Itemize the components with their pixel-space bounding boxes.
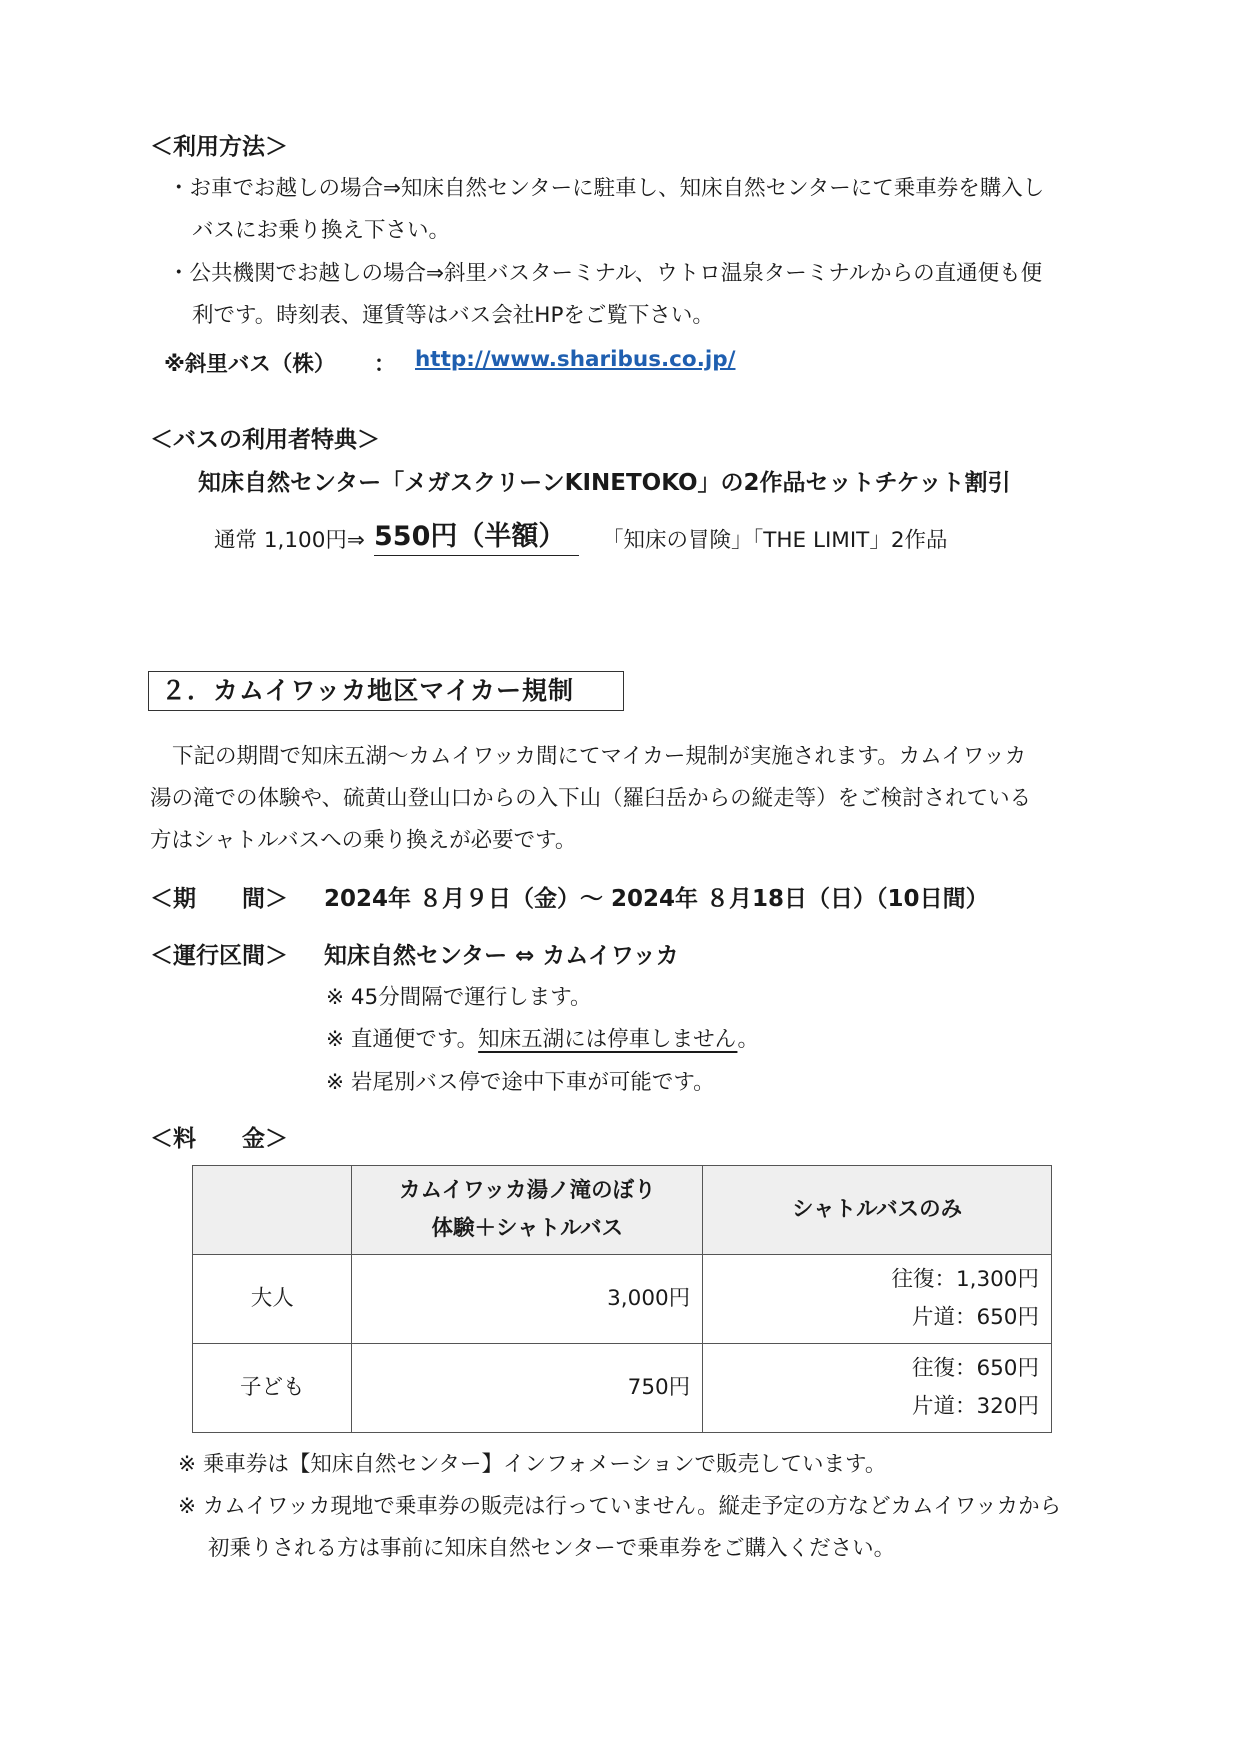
section2-intro-line1: 下記の期間で知床五湖〜カムイワッカ間にてマイカー規制が実施されます。カムイワッカ (172, 744, 1027, 769)
fee-header-bus-only: シャトルバスのみ (703, 1166, 1052, 1255)
footnote-no-onsite-line1: ※ カムイワッカ現地で乗車券の販売は行っていません。縦走予定の方などカムイワッカから (178, 1494, 1062, 1519)
route-note-direct (326, 1022, 759, 1053)
fee-combo-price: 750円 (352, 1344, 703, 1433)
route-note-stopover: ※ 岩尾別バス停で途中下車が可能です。 (326, 1070, 715, 1095)
route-note-direct-suffix: 。 (737, 1027, 759, 1052)
usage-heading: ＜利用方法＞ (150, 134, 288, 160)
footnote-no-onsite-line2: 初乗りされる方は事前に知床自然センターで乗車券をご購入ください。 (208, 1536, 896, 1561)
route-note-no-stop: 知床五湖には停車しません (478, 1027, 738, 1052)
fee-round-trip: 往復：650円 (911, 1356, 1039, 1381)
section2-title: ２．カムイワッカ地区マイカー規制 (148, 671, 624, 711)
fee-header-combo (352, 1166, 703, 1255)
usage-item-public-line2: 利です。時刻表、運賃等はバス会社HPをご覧下さい。 (192, 303, 714, 328)
usage-item-car-line2: バスにお乗り換え下さい。 (192, 218, 451, 243)
table-row (193, 1255, 1052, 1344)
fee-round-trip: 往復：1,300円 (891, 1267, 1039, 1292)
fee-header-combo-line1: カムイワッカ湯ノ滝のぼり (399, 1178, 656, 1203)
table-row (193, 1344, 1052, 1433)
section2-intro-line3: 方はシャトルバスへの乗り換えが必要です。 (150, 828, 577, 853)
bus-company-label: ※斜里バス（株） (164, 352, 336, 377)
route-note-direct-prefix: ※ 直通便です。 (326, 1027, 479, 1052)
route-value: 知床自然センター ⇔ カムイワッカ (324, 943, 679, 969)
usage-item-public-line1: ・公共機関でお越しの場合⇒斜里バスターミナル、ウトロ温泉ターミナルからの直通便も便 (168, 261, 1043, 286)
fee-combo-price: 3,000円 (352, 1255, 703, 1344)
fee-header-combo-line2: 体験＋シャトルバス (431, 1216, 624, 1241)
fee-bus-prices (703, 1255, 1052, 1344)
bus-company-link[interactable]: http://www.sharibus.co.jp/ (415, 347, 736, 372)
benefit-regular-price: 通常 1,100円⇒ (214, 528, 365, 553)
usage-item-car-line1: ・お車でお越しの場合⇒知床自然センターに駐車し、知床自然センターにて乗車券を購入し (168, 176, 1045, 201)
period-value: 2024年 ８月９日（金）〜 2024年 ８月18日（日）（10日間） (324, 886, 989, 912)
period-label: ＜期 間＞ (150, 886, 288, 912)
footnote-ticket-sales: ※ 乗車券は【知床自然センター】インフォメーションで販売しています。 (178, 1452, 887, 1477)
fee-bus-prices (703, 1344, 1052, 1433)
benefit-title: 知床自然センター「メガスクリーンKINETOKO」の2作品セットチケット割引 (198, 470, 1011, 496)
route-note-interval: ※ 45分間隔で運行します。 (326, 985, 592, 1010)
fee-one-way: 片道：650円 (911, 1305, 1039, 1330)
fee-label: ＜料 金＞ (150, 1126, 288, 1152)
fee-header-empty (193, 1166, 352, 1255)
benefit-heading: ＜バスの利用者特典＞ (150, 427, 380, 453)
benefit-discount-price: 550円（半額） (374, 514, 579, 556)
fee-row-label: 子ども (193, 1344, 352, 1433)
fee-table-header (193, 1166, 1052, 1255)
fee-table (192, 1165, 1052, 1433)
bus-company-colon: ： (374, 352, 396, 377)
benefit-works: 「知床の冒険」「THE LIMIT」2作品 (602, 528, 948, 553)
section2-intro-line2: 湯の滝での体験や、硫黄山登山口からの入下山（羅臼岳からの縦走等）をご検討されている (150, 786, 1032, 811)
fee-one-way: 片道：320円 (911, 1394, 1039, 1419)
route-label: ＜運行区間＞ (150, 943, 288, 969)
fee-row-label: 大人 (193, 1255, 352, 1344)
